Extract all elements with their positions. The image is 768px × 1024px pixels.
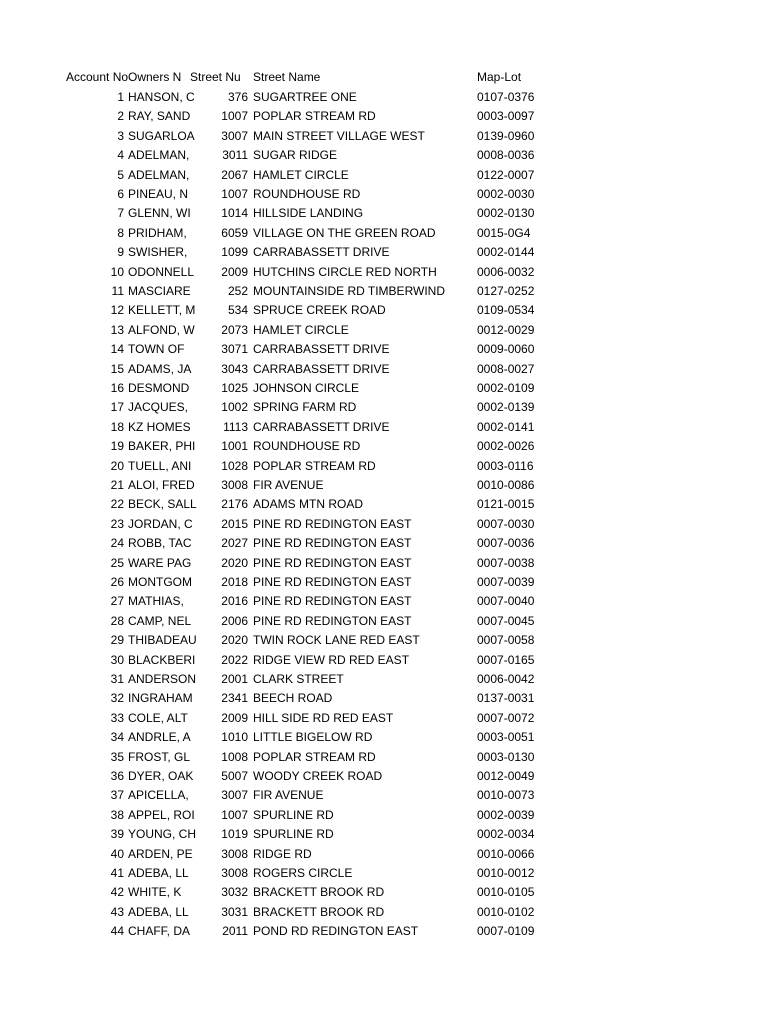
table-row	[0, 243, 768, 262]
street-name-cell[interactable]: POPLAR STREAM RD	[253, 749, 376, 764]
map-lot-cell[interactable]: 0003-0116	[477, 458, 534, 473]
street-number-cell[interactable]: 6059	[221, 225, 248, 240]
street-name-cell[interactable]: POPLAR STREAM RD	[253, 109, 376, 124]
street-number-cell[interactable]: 3007	[221, 128, 248, 143]
owner-cell[interactable]: JORDAN, C	[128, 516, 193, 531]
street-name-cell[interactable]: MAIN STREET VILLAGE WEST	[253, 128, 425, 143]
account-cell[interactable]: 27	[110, 594, 124, 609]
account-cell[interactable]: 28	[110, 613, 124, 628]
map-lot-cell[interactable]: 0010-0105	[477, 885, 535, 900]
table-row	[0, 379, 768, 398]
map-lot-cell[interactable]: 0121-0015	[477, 497, 535, 512]
owner-cell[interactable]: ALOI, FRED	[128, 478, 195, 492]
account-cell[interactable]: 39	[110, 827, 124, 842]
account-cell[interactable]: 19	[110, 439, 124, 454]
account-cell[interactable]: 20	[110, 458, 124, 473]
owner-cell[interactable]: ANDERSON	[128, 672, 197, 686]
map-lot-cell[interactable]: 0008-0027	[477, 361, 535, 376]
street-name-cell[interactable]: PINE RD REDINGTON EAST	[253, 613, 412, 628]
street-number-cell[interactable]: 534	[227, 303, 248, 318]
street-number-cell[interactable]: 3008	[221, 478, 248, 492]
map-lot-cell[interactable]: 0010-0012	[477, 866, 535, 880]
owner-cell[interactable]: ALFOND, W	[128, 322, 195, 337]
table-row	[0, 263, 768, 282]
street-number-cell[interactable]: 1008	[221, 749, 248, 764]
owner-cell[interactable]: HANSON, C	[128, 90, 195, 104]
street-name-cell[interactable]: TWIN ROCK LANE RED EAST	[253, 633, 420, 648]
street-name-cell[interactable]: SPRUCE CREEK ROAD	[253, 303, 386, 318]
street-name-cell[interactable]: PINE RD REDINGTON EAST	[253, 594, 412, 609]
table-row	[0, 554, 768, 573]
account-cell[interactable]: 43	[110, 904, 124, 919]
table-row	[0, 204, 768, 223]
street-name-cell[interactable]: WOODY CREEK ROAD	[253, 769, 383, 783]
account-cell[interactable]: 23	[110, 516, 124, 531]
owner-cell[interactable]: ADELMAN,	[128, 148, 190, 163]
account-cell[interactable]: 16	[110, 381, 124, 395]
map-lot-cell[interactable]: 0003-0130	[477, 749, 535, 764]
street-name-cell[interactable]: PINE RD REDINGTON EAST	[253, 575, 412, 589]
street-number-cell[interactable]: 2020	[221, 633, 248, 648]
account-cell[interactable]: 29	[110, 633, 124, 648]
table-row	[0, 457, 768, 476]
account-cell[interactable]: 8	[117, 225, 124, 240]
table-row	[0, 689, 768, 708]
table-row	[0, 631, 768, 650]
owner-cell[interactable]: ODONNELL	[128, 264, 195, 279]
street-name-cell[interactable]: CARRABASSETT DRIVE	[253, 245, 390, 260]
account-cell[interactable]: 21	[110, 478, 124, 492]
map-lot-cell[interactable]: 0010-0066	[477, 846, 535, 861]
header-owner-name[interactable]: Owners N	[128, 70, 182, 84]
street-name-cell[interactable]: RIDGE VIEW RD RED EAST	[253, 652, 410, 667]
owner-cell[interactable]: ADEBA, LL	[128, 904, 189, 919]
map-lot-cell[interactable]: 0010-0086	[477, 478, 535, 492]
street-number-cell[interactable]: 1028	[221, 458, 248, 473]
map-lot-cell[interactable]: 0002-0109	[477, 381, 535, 395]
street-name-cell[interactable]: HILLSIDE LANDING	[253, 206, 364, 221]
street-number-cell[interactable]: 1002	[221, 400, 248, 415]
street-number-cell[interactable]: 1010	[221, 730, 248, 745]
map-lot-cell[interactable]: 0007-0058	[477, 633, 535, 648]
table-row	[0, 282, 768, 301]
map-lot-cell[interactable]: 0007-0072	[477, 710, 535, 725]
map-lot-cell[interactable]: 0007-0030	[477, 516, 535, 531]
street-name-cell[interactable]: CARRABASSETT DRIVE	[253, 361, 390, 376]
street-number-cell[interactable]: 3008	[221, 846, 248, 861]
account-cell[interactable]: 31	[110, 672, 124, 686]
table-row	[0, 107, 768, 126]
street-number-cell[interactable]: 1014	[221, 206, 248, 221]
street-number-cell[interactable]: 2011	[222, 924, 248, 939]
map-lot-cell[interactable]: 0109-0534	[477, 303, 535, 318]
owner-cell[interactable]: PINEAU, N	[128, 187, 189, 201]
street-name-cell[interactable]: SUGARTREE ONE	[253, 90, 357, 104]
owner-cell[interactable]: WARE PAG	[128, 555, 192, 570]
street-number-cell[interactable]: 1113	[223, 419, 248, 434]
map-lot-cell[interactable]: 0139-0960	[477, 128, 535, 143]
owner-cell[interactable]: COLE, ALT	[128, 710, 188, 725]
map-lot-cell[interactable]: 0002-0039	[477, 807, 535, 822]
table-row	[0, 418, 768, 437]
street-name-cell[interactable]: ADAMS MTN ROAD	[253, 497, 364, 512]
map-lot-cell[interactable]: 0002-0026	[477, 439, 535, 454]
table-row	[0, 495, 768, 514]
map-lot-cell[interactable]: 0003-0097	[477, 109, 535, 124]
table-row	[0, 88, 768, 107]
owner-cell[interactable]: MONTGOM	[128, 575, 192, 589]
table-row	[0, 398, 768, 417]
street-number-cell[interactable]: 1001	[221, 439, 248, 454]
account-cell[interactable]: 5	[117, 167, 124, 182]
owner-cell[interactable]: MASCIARE	[128, 284, 191, 298]
table-row	[0, 748, 768, 767]
table-row	[0, 127, 768, 146]
table-row	[0, 321, 768, 340]
table-row	[0, 515, 768, 534]
street-name-cell[interactable]: HAMLET CIRCLE	[253, 167, 349, 182]
account-cell[interactable]: 9	[117, 245, 124, 260]
map-lot-cell[interactable]: 0006-0042	[477, 672, 535, 686]
street-number-cell[interactable]: 2176	[221, 497, 248, 512]
account-cell[interactable]: 2	[117, 109, 124, 124]
owner-cell[interactable]: YOUNG, CH	[128, 827, 197, 842]
street-name-cell[interactable]: LITTLE BIGELOW RD	[253, 730, 373, 745]
table-row	[0, 806, 768, 825]
owner-cell[interactable]: CHAFF, DA	[128, 924, 191, 939]
table-row	[0, 476, 768, 495]
table-row	[0, 146, 768, 165]
account-cell[interactable]: 4	[117, 148, 124, 163]
account-cell[interactable]: 30	[110, 652, 124, 667]
table-row	[0, 786, 768, 805]
street-name-cell[interactable]: BRACKETT BROOK RD	[253, 904, 385, 919]
street-number-cell[interactable]: 3043	[221, 361, 248, 376]
street-name-cell[interactable]: CARRABASSETT DRIVE	[253, 342, 390, 357]
owner-cell[interactable]: WHITE, K	[128, 885, 182, 900]
street-name-cell[interactable]: SPRING FARM RD	[253, 400, 357, 415]
owner-cell[interactable]: CAMP, NEL	[128, 613, 192, 628]
table-row	[0, 592, 768, 611]
street-number-cell[interactable]: 1099	[221, 245, 248, 260]
table-row	[0, 301, 768, 320]
street-name-cell[interactable]: CARRABASSETT DRIVE	[253, 419, 390, 434]
account-cell[interactable]: 40	[110, 846, 124, 861]
account-cell[interactable]: 15	[110, 361, 124, 376]
owner-cell[interactable]: ROBB, TAC	[128, 536, 192, 551]
map-lot-cell[interactable]: 0007-0109	[477, 924, 535, 939]
map-lot-cell[interactable]: 0002-0030	[477, 187, 535, 201]
street-number-cell[interactable]: 3008	[221, 866, 248, 880]
street-name-cell[interactable]: BEECH ROAD	[253, 691, 333, 706]
map-lot-cell[interactable]: 0007-0039	[477, 575, 535, 589]
owner-cell[interactable]: RAY, SAND	[128, 109, 191, 124]
street-name-cell[interactable]: SUGAR RIDGE	[253, 148, 338, 163]
street-name-cell[interactable]: POND RD REDINGTON EAST	[253, 924, 419, 939]
owner-cell[interactable]: PRIDHAM,	[128, 225, 187, 240]
street-number-cell[interactable]: 2073	[221, 322, 248, 337]
table-row	[0, 224, 768, 243]
owner-cell[interactable]: ANDRLE, A	[128, 730, 191, 745]
street-number-cell[interactable]: 376	[227, 90, 248, 104]
street-number-cell[interactable]: 2016	[221, 594, 248, 609]
street-name-cell[interactable]: RIDGE RD	[253, 846, 312, 861]
owner-cell[interactable]: KZ HOMES	[128, 419, 191, 434]
street-number-cell[interactable]: 1007	[221, 109, 248, 124]
account-cell[interactable]: 3	[117, 128, 124, 143]
street-number-cell[interactable]: 3011	[222, 148, 248, 163]
street-name-cell[interactable]: JOHNSON CIRCLE	[253, 381, 360, 395]
street-number-cell[interactable]: 1007	[221, 807, 248, 822]
map-lot-cell[interactable]: 0015-0G4	[477, 225, 531, 240]
owner-cell[interactable]: TOWN OF	[128, 342, 185, 357]
table-row	[0, 728, 768, 747]
account-cell[interactable]: 12	[110, 303, 124, 318]
owner-cell[interactable]: GLENN, WI	[128, 206, 191, 221]
table-row	[0, 437, 768, 456]
account-cell[interactable]: 13	[110, 322, 124, 337]
street-name-cell[interactable]: POPLAR STREAM RD	[253, 458, 376, 473]
map-lot-cell[interactable]: 0010-0073	[477, 788, 535, 803]
street-name-cell[interactable]: PINE RD REDINGTON EAST	[253, 536, 412, 551]
street-number-cell[interactable]: 2015	[221, 516, 248, 531]
street-number-cell[interactable]: 2341	[221, 691, 248, 706]
account-cell[interactable]: 17	[110, 400, 124, 415]
map-lot-cell[interactable]: 0009-0060	[477, 342, 535, 357]
street-name-cell[interactable]: HILL SIDE RD RED EAST	[253, 710, 394, 725]
owner-cell[interactable]: ARDEN, PE	[128, 846, 193, 861]
street-name-cell[interactable]: BRACKETT BROOK RD	[253, 885, 385, 900]
map-lot-cell[interactable]: 0010-0102	[477, 904, 535, 919]
street-number-cell[interactable]: 2020	[221, 555, 248, 570]
owner-cell[interactable]: SWISHER,	[128, 245, 188, 260]
table-row	[0, 573, 768, 592]
map-lot-cell[interactable]: 0122-0007	[477, 167, 535, 182]
owner-cell[interactable]: MATHIAS,	[128, 594, 184, 609]
owner-cell[interactable]: INGRAHAM	[128, 691, 193, 706]
street-name-cell[interactable]: ROGERS CIRCLE	[253, 866, 353, 880]
map-lot-cell[interactable]: 0007-0045	[477, 613, 535, 628]
header-street-number[interactable]: Street Nu	[190, 70, 241, 84]
owner-cell[interactable]: DYER, OAK	[128, 769, 194, 783]
account-cell[interactable]: 25	[110, 555, 124, 570]
map-lot-cell[interactable]: 0002-0139	[477, 400, 535, 415]
table-row	[0, 340, 768, 359]
owner-cell[interactable]: APICELLA,	[128, 788, 189, 803]
table-row	[0, 864, 768, 883]
account-cell[interactable]: 41	[110, 866, 124, 880]
map-lot-cell[interactable]: 0002-0130	[477, 206, 535, 221]
map-lot-cell[interactable]: 0137-0031	[477, 691, 535, 706]
account-cell[interactable]: 11	[111, 284, 124, 298]
street-number-cell[interactable]: 2027	[221, 536, 248, 551]
table-row	[0, 767, 768, 786]
owner-cell[interactable]: THIBADEAU	[128, 633, 197, 648]
table-row	[0, 651, 768, 670]
account-cell[interactable]: 24	[110, 536, 124, 551]
table-row	[0, 825, 768, 844]
street-number-cell[interactable]: 2009	[221, 264, 248, 279]
street-name-cell[interactable]: SPURLINE RD	[253, 827, 334, 842]
street-number-cell[interactable]: 3007	[221, 788, 248, 803]
street-name-cell[interactable]: HUTCHINS CIRCLE RED NORTH	[253, 264, 437, 279]
owner-cell[interactable]: FROST, GL	[128, 749, 191, 764]
header-account-number[interactable]: Account No	[66, 70, 129, 84]
map-lot-cell[interactable]: 0127-0252	[477, 284, 535, 298]
table-row	[0, 845, 768, 864]
street-number-cell[interactable]: 3031	[221, 904, 248, 919]
account-cell[interactable]: 35	[110, 749, 124, 764]
table-row	[0, 670, 768, 689]
map-lot-cell[interactable]: 0012-0049	[477, 769, 535, 783]
owner-cell[interactable]: APPEL, ROI	[128, 807, 195, 822]
map-lot-cell[interactable]: 0008-0036	[477, 148, 535, 163]
street-number-cell[interactable]: 3071	[221, 342, 248, 357]
table-row	[0, 360, 768, 379]
street-number-cell[interactable]: 2001	[221, 672, 248, 686]
street-number-cell[interactable]: 1019	[221, 827, 248, 842]
owner-cell[interactable]: BECK, SALL	[128, 497, 197, 512]
table-row	[0, 883, 768, 902]
header-map-lot[interactable]: Map-Lot	[477, 70, 522, 84]
map-lot-cell[interactable]: 0007-0036	[477, 536, 535, 551]
street-name-cell[interactable]: PINE RD REDINGTON EAST	[253, 555, 412, 570]
street-name-cell[interactable]: CLARK STREET	[253, 672, 344, 686]
map-lot-cell[interactable]: 0107-0376	[477, 90, 535, 104]
owner-cell[interactable]: ADAMS, JA	[128, 361, 192, 376]
street-number-cell[interactable]: 1025	[221, 381, 248, 395]
street-name-cell[interactable]: PINE RD REDINGTON EAST	[253, 516, 412, 531]
map-lot-cell[interactable]: 0002-0034	[477, 827, 535, 842]
table-row	[0, 185, 768, 204]
street-name-cell[interactable]: VILLAGE ON THE GREEN ROAD	[253, 225, 436, 240]
account-cell[interactable]: 34	[110, 730, 124, 745]
map-lot-cell[interactable]: 0002-0144	[477, 245, 535, 260]
account-cell[interactable]: 42	[110, 885, 124, 900]
street-name-cell[interactable]: ROUNDHOUSE RD	[253, 439, 361, 454]
account-cell[interactable]: 1	[117, 90, 124, 104]
street-number-cell[interactable]: 5007	[221, 769, 248, 783]
owner-cell[interactable]: JACQUES,	[128, 400, 189, 415]
table-row	[0, 166, 768, 185]
street-number-cell[interactable]: 2022	[221, 652, 248, 667]
map-lot-cell[interactable]: 0006-0032	[477, 264, 535, 279]
account-cell[interactable]: 38	[110, 807, 124, 822]
map-lot-cell[interactable]: 0007-0165	[477, 652, 535, 667]
owner-cell[interactable]: KELLETT, M	[128, 303, 196, 318]
account-cell[interactable]: 10	[110, 264, 124, 279]
street-number-cell[interactable]: 2006	[221, 613, 248, 628]
table-row	[0, 903, 768, 922]
account-cell[interactable]: 36	[110, 769, 124, 783]
owner-cell[interactable]: BLACKBERI	[128, 652, 196, 667]
owner-cell[interactable]: ADELMAN,	[128, 167, 190, 182]
account-cell[interactable]: 22	[110, 497, 124, 512]
account-cell[interactable]: 44	[110, 924, 124, 939]
account-cell[interactable]: 32	[110, 691, 124, 706]
owner-cell[interactable]: ADEBA, LL	[128, 866, 189, 880]
street-name-cell[interactable]: SPURLINE RD	[253, 807, 334, 822]
map-lot-cell[interactable]: 0003-0051	[477, 730, 535, 745]
table-row	[0, 709, 768, 728]
street-number-cell[interactable]: 252	[227, 284, 248, 298]
street-number-cell[interactable]: 2067	[221, 167, 248, 182]
map-lot-cell[interactable]: 0007-0038	[477, 555, 535, 570]
street-number-cell[interactable]: 2009	[221, 710, 248, 725]
owner-cell[interactable]: TUELL, ANI	[128, 458, 192, 473]
account-cell[interactable]: 18	[110, 419, 124, 434]
street-name-cell[interactable]: HAMLET CIRCLE	[253, 322, 349, 337]
table-row	[0, 922, 768, 941]
owner-cell[interactable]: BAKER, PHI	[128, 439, 196, 454]
table-row	[0, 612, 768, 631]
table-row	[0, 534, 768, 553]
map-lot-cell[interactable]: 0002-0141	[477, 419, 535, 434]
account-cell[interactable]: 7	[117, 206, 124, 221]
header-street-name[interactable]: Street Name	[253, 70, 321, 84]
account-cell[interactable]: 26	[110, 575, 124, 589]
street-number-cell[interactable]: 3032	[221, 885, 248, 900]
map-lot-cell[interactable]: 0012-0029	[477, 322, 535, 337]
street-name-cell[interactable]: ROUNDHOUSE RD	[253, 187, 361, 201]
header-row	[0, 68, 768, 87]
owner-cell[interactable]: DESMOND	[128, 381, 190, 395]
street-number-cell[interactable]: 2018	[221, 575, 248, 589]
street-name-cell[interactable]: FIR AVENUE	[253, 478, 324, 492]
street-name-cell[interactable]: FIR AVENUE	[253, 788, 324, 803]
account-cell[interactable]: 14	[110, 342, 124, 357]
street-number-cell[interactable]: 1007	[221, 187, 248, 201]
account-cell[interactable]: 33	[110, 710, 124, 725]
account-cell[interactable]: 6	[117, 187, 124, 201]
map-lot-cell[interactable]: 0007-0040	[477, 594, 535, 609]
account-cell[interactable]: 37	[110, 788, 124, 803]
owner-cell[interactable]: SUGARLOA	[128, 128, 195, 143]
street-name-cell[interactable]: MOUNTAINSIDE RD TIMBERWIND	[253, 284, 446, 298]
